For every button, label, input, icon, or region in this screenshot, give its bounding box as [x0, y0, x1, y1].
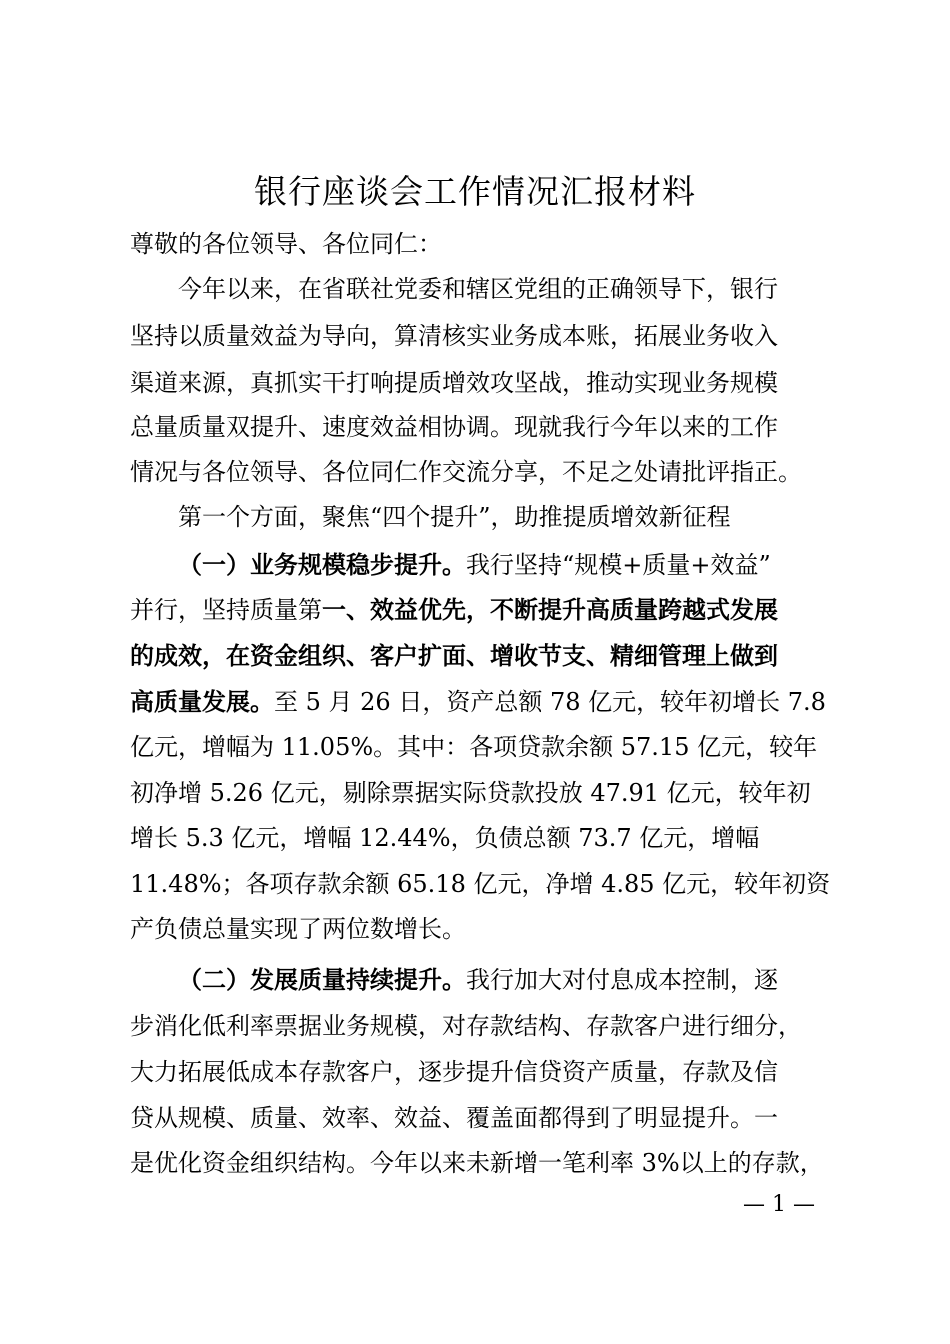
intro-line: 坚持以质量效益为导向，算清核实业务成本账，拓展业务收入: [130, 322, 778, 350]
paragraph-line: 贷从规模、质量、效率、效益、覆盖面都得到了明显提升。一: [130, 1104, 778, 1132]
paragraph-line: 是优化资金组织结构。今年以来未新增一笔利率 3%以上的存款，: [130, 1149, 824, 1177]
paragraph-text: 至 5 月 26 日，资产总额 78 亿元，较年初增长 7.8: [274, 688, 826, 716]
paragraph-line: [130, 686, 826, 718]
paragraph-line: 增长 5.3 亿元，增幅 12.44%，负债总额 73.7 亿元，增幅: [130, 824, 760, 852]
document-title: 银行座谈会工作情况汇报材料: [254, 172, 696, 211]
paragraph-line: 步消化低利率票据业务规模，对存款结构、存款客户进行细分，: [130, 1012, 802, 1040]
paragraph-line: 11.48%；各项存款余额 65.18 亿元，净增 4.85 亿元，较年初资: [130, 870, 831, 898]
paragraph-line: [178, 964, 778, 996]
paragraph-line: 亿元，增幅为 11.05%。其中：各项贷款余额 57.15 亿元，较年: [130, 733, 818, 761]
paragraph-text: 我行坚持“规模+质量+效益”: [466, 551, 771, 579]
paragraph-line: [178, 549, 771, 581]
paragraph-line: [130, 594, 778, 626]
section-heading: 第一个方面，聚焦“四个提升”，助推提质增效新征程: [178, 503, 731, 531]
paragraph-line: 初净增 5.26 亿元，剔除票据实际贷款投放 47.91 亿元，较年初: [130, 779, 811, 807]
intro-line: 总量质量双提升、速度效益相协调。现就我行今年以来的工作: [130, 413, 778, 441]
paragraph-text: 我行加大对付息成本控制，逐: [466, 966, 778, 994]
paragraph-line: 大力拓展低成本存款客户，逐步提升信贷资产质量，存款及信: [130, 1058, 778, 1086]
subsection-heading: （二）发展质量持续提升。: [178, 965, 466, 994]
salutation: 尊敬的各位领导、各位同仁：: [130, 230, 442, 258]
paragraph-line: 的成效，在资金组织、客户扩面、增收节支、精细管理上做到: [130, 641, 778, 670]
bold-text: 高质量发展。: [130, 687, 274, 716]
paragraph-line: 产负债总量实现了两位数增长。: [130, 915, 466, 943]
intro-line: 今年以来，在省联社党委和辖区党组的正确领导下，银行: [178, 275, 778, 303]
intro-line: 渠道来源，真抓实干打响提质增效攻坚战，推动实现业务规模: [130, 369, 778, 397]
paragraph-text: 并行，坚持质量第: [130, 596, 322, 624]
subsection-heading: （一）业务规模稳步提升。: [178, 550, 466, 579]
intro-line: 情况与各位领导、各位同仁作交流分享，不足之处请批评指正。: [130, 458, 802, 486]
bold-text: 一、效益优先，不断提升高质量跨越式发展: [322, 595, 778, 624]
page-number: — 1 —: [743, 1192, 815, 1217]
